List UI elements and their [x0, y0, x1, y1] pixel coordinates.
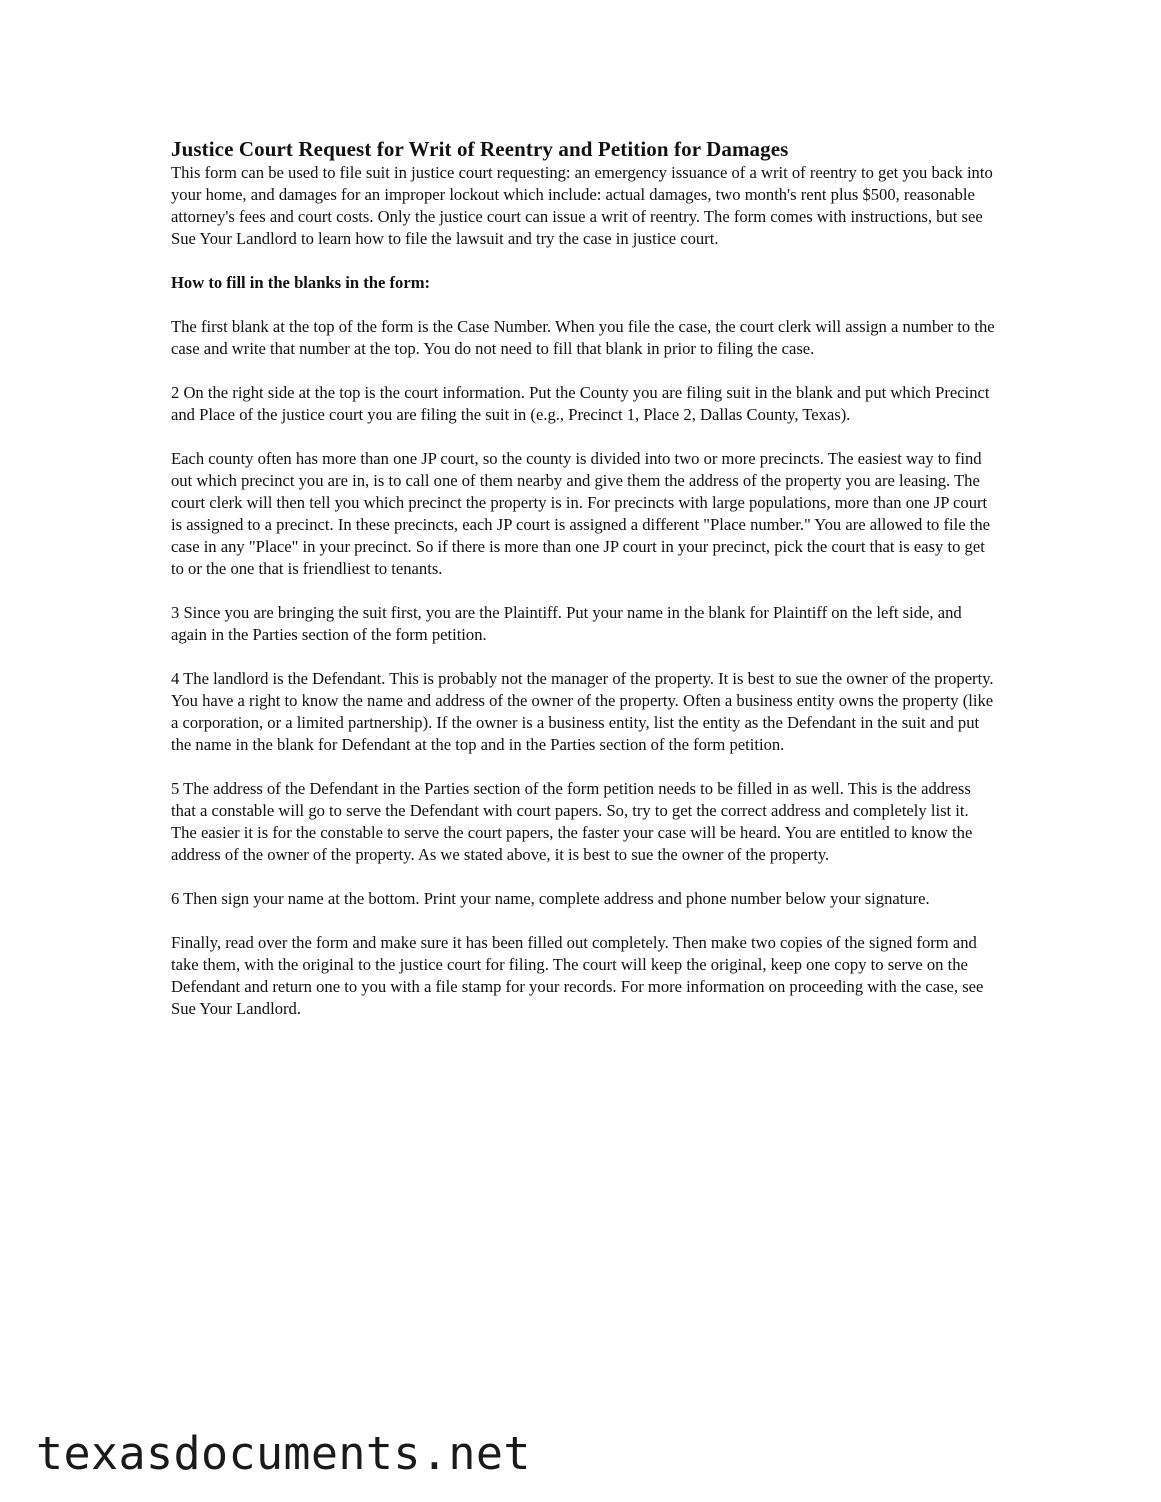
document-page — [171, 136, 996, 1020]
instructions-heading: How to fill in the blanks in the form: — [171, 273, 431, 292]
instruction-paragraph-precincts: Each county often has more than one JP court, so the county is divided into two or more precincts. The easiest way to find out which precinct you are in, is to call one of them nearby and give them the address of the property you are leasing. The court clerk will then tell you which precinct the property is in. For precincts with large populations, more than one JP court is assigned to a precinct. In these precincts, each JP court is assigned a different "Place number." You are allowed to file the case in any "Place" in your precinct. So if there is more than one JP court in your precinct, pick the court that is easy to get to or the one that is friendliest to tenants. — [171, 449, 991, 578]
document-title: Justice Court Request for Writ of Reentry and Petition for Damages — [171, 137, 789, 161]
instruction-paragraph-plaintiff: 3 Since you are bringing the suit first, you are the Plaintiff. Put your name in the blank for Plaintiff on the left side, and again in the Parties section of the form petition. — [171, 603, 962, 644]
instruction-paragraph-signature: 6 Then sign your name at the bottom. Print your name, complete address and phone number below your signature. — [171, 889, 930, 908]
instruction-paragraph-court-information: 2 On the right side at the top is the court information. Put the County you are filing suit in the blank and put which Precinct and Place of the justice court you are filing the suit in (e.g., Precinct 1, Place 2, Dallas County, Texas). — [171, 383, 990, 424]
instruction-paragraph-filing: Finally, read over the form and make sure it has been filled out completely. Then make two copies of the signed form and take them, with the original to the justice court for filing. The court will keep the original, keep one copy to serve on the Defendant and return one to you with a file stamp for your records. For more information on proceeding with the case, see Sue Your Landlord. — [171, 933, 984, 1018]
intro-paragraph: This form can be used to file suit in justice court requesting: an emergency issuance of a writ of reentry to get you back into your home, and damages for an improper lockout which include: actual damages, two month's rent plus $500, reasonable attorney's fees and court costs. Only the justice court can issue a writ of reentry. The form comes with instructions, but see Sue Your Landlord to learn how to file the lawsuit and try the case in justice court. — [171, 163, 993, 248]
instruction-paragraph-defendant-address: 5 The address of the Defendant in the Parties section of the form petition needs to be filled in as well. This is the address that a constable will go to serve the Defendant with court papers. So, try to get the correct address and completely list it. The easier it is for the constable to serve the court papers, the faster your case will be heard. You are entitled to know the address of the owner of the property. As we stated above, it is best to sue the owner of the property. — [171, 779, 973, 864]
site-watermark: texasdocuments.net — [36, 1427, 531, 1480]
instruction-paragraph-case-number: The first blank at the top of the form is the Case Number. When you file the case, the court clerk will assign a number to the case and write that number at the top. You do not need to fill that blank in prior to filing the case. — [171, 317, 995, 358]
instruction-paragraph-defendant: 4 The landlord is the Defendant. This is probably not the manager of the property. It is best to sue the owner of the property. You have a right to know the name and address of the owner of the property. Often a business entity owns the property (like a corporation, or a limited partnership). If the owner is a business entity, list the entity as the Defendant in the suit and put the name in the blank for Defendant at the top and in the Parties section of the form petition. — [171, 669, 994, 754]
